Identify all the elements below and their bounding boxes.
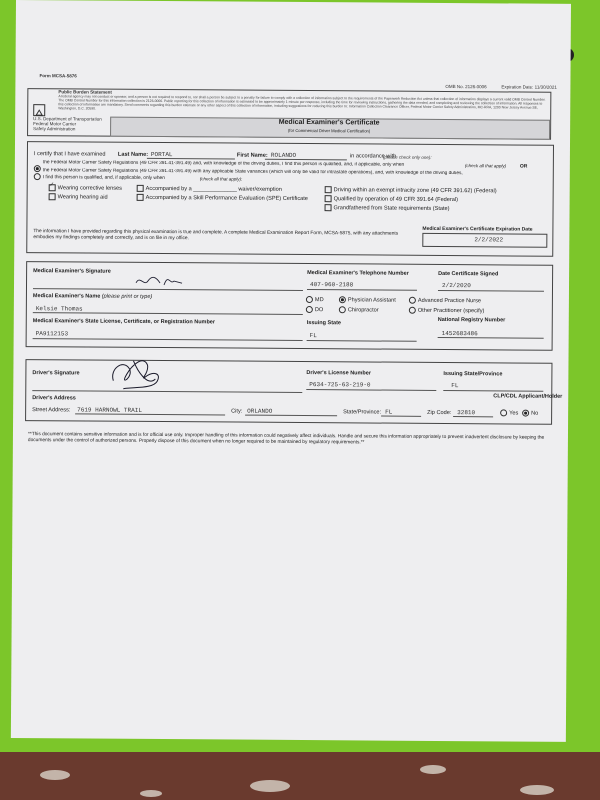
street-label: Street Address: xyxy=(32,407,71,414)
type-radio[interactable] xyxy=(306,296,313,303)
condition-checkbox[interactable] xyxy=(49,184,56,191)
check-one-hint: (please check only one): xyxy=(382,154,432,160)
zip-value[interactable]: 32810 xyxy=(457,409,476,417)
driver-issuing-value[interactable]: FL xyxy=(451,382,459,390)
floor-speck xyxy=(40,770,70,780)
cert-expiration-label: Medical Examiner's Certificate Expiration Date xyxy=(422,225,533,233)
option2-radio[interactable] xyxy=(34,168,43,186)
last-name-value[interactable]: PORTAL xyxy=(150,150,173,159)
condition-intracity[interactable]: Driving within an exempt intracity zone (49 CFR 391.62) (Federal) xyxy=(325,186,497,195)
expiration-date: Expiration Date: 11/30/2021 xyxy=(501,84,557,90)
agency-line-2: Federal Motor Carrier xyxy=(33,121,77,127)
option2-line2: I find this person is qualified, and, if applicable, only when xyxy=(42,175,165,182)
option1-tail: (check all that apply) xyxy=(464,163,507,169)
license-value[interactable]: PA9112153 xyxy=(35,330,69,338)
condition-corrective-lenses[interactable]: ✓Wearing corrective lenses xyxy=(49,184,122,192)
issuing-state-label: Issuing State xyxy=(306,320,342,327)
examiner-signature-label: Medical Examiner's Signature xyxy=(33,268,111,275)
agency-line-3: Safety Administration xyxy=(33,126,76,132)
driver-address-label: Driver's Address xyxy=(32,395,76,402)
option1-or: OR xyxy=(519,163,528,170)
driver-license-label: Driver's License Number xyxy=(306,370,372,377)
floor-speck xyxy=(250,780,290,792)
examiner-phone-label: Medical Examiner's Telephone Number xyxy=(307,270,409,277)
condition-waiver[interactable]: Accompanied by a ______________ waiver/exemption xyxy=(137,185,282,194)
type-radio[interactable] xyxy=(306,306,313,313)
driver-signature[interactable] xyxy=(103,351,173,393)
condition-checkbox[interactable] xyxy=(325,195,332,202)
type-radio[interactable] xyxy=(409,297,416,304)
clp-no-radio[interactable] xyxy=(522,410,529,417)
zip-label: Zip Code: xyxy=(427,409,452,417)
dot-logo-icon xyxy=(33,104,45,116)
condition-checkbox[interactable] xyxy=(49,193,56,200)
floor-speck xyxy=(140,790,162,797)
burden-title: Public Burden Statement xyxy=(58,89,112,95)
clp-yes-radio[interactable] xyxy=(500,409,507,416)
condition-hearing-aid[interactable]: Wearing hearing aid xyxy=(49,193,108,201)
form-subtitle: (for Commercial Driver Medical Certification) xyxy=(287,127,371,134)
floor-speck xyxy=(420,765,446,774)
condition-391-64[interactable]: Qualified by operation of 49 CFR 391.64 (Federal) xyxy=(325,195,458,204)
type-md[interactable]: MD xyxy=(306,296,324,304)
type-do[interactable]: DO xyxy=(306,306,323,314)
accordance-text: in accordance with xyxy=(349,153,397,160)
footer-note: **This document contains sensitive information and is for official use only. Improper handling of this information could negatively affect individuals. Handle and secure this information appropriately to prevent inadvertent disclosure by keeping the documents under the control of authorized persons. Properly dispose of this document when no longer required to be maintained by regulatory requirements.** xyxy=(27,432,545,446)
registry-value[interactable]: 1452683486 xyxy=(441,329,478,338)
condition-checkbox[interactable] xyxy=(137,185,144,192)
type-chiropractor[interactable]: Chiropractor xyxy=(339,306,379,314)
driver-signature-label: Driver's Signature xyxy=(32,370,80,377)
certificate-paper xyxy=(11,0,571,742)
condition-checkbox[interactable] xyxy=(137,194,144,201)
examiner-phone-value[interactable]: 407-960-2188 xyxy=(309,281,354,289)
form-title: Medical Examiner's Certificate xyxy=(278,118,380,127)
clp-yes[interactable]: Yes xyxy=(500,409,518,417)
first-name-value[interactable]: ROLANDO xyxy=(270,151,297,159)
clp-label: CLP/CDL Applicant/Holder xyxy=(493,393,563,400)
type-advanced-practice-nurse[interactable]: Advanced Practice Nurse xyxy=(409,297,481,305)
examiner-name-label: Medical Examiner's Name (please print or type) xyxy=(32,293,153,300)
city-value[interactable]: ORLANDO xyxy=(247,407,273,415)
last-name-label: Last Name: xyxy=(117,151,149,158)
date-signed-value[interactable]: 2/2/2020 xyxy=(441,281,471,290)
state-value[interactable]: FL xyxy=(385,408,393,416)
agency-line-1: U.S. Department of Transportation xyxy=(33,116,102,122)
type-physician-assistant[interactable]: Physician Assistant xyxy=(339,296,396,304)
cert-expiration-value[interactable]: 2/2/2022 xyxy=(474,236,504,244)
first-name-label: First Name: xyxy=(236,152,268,159)
license-label: Medical Examiner's State License, Certificate, or Registration Number xyxy=(32,318,216,326)
issuing-state-value[interactable]: FL xyxy=(309,332,317,340)
type-radio[interactable] xyxy=(339,296,346,303)
condition-spe[interactable]: Accompanied by a Skill Performance Evaluation (SPE) Certificate xyxy=(137,194,308,203)
certify-intro: I certify that I have examined xyxy=(33,151,106,158)
omb-number: OMB No. 2126-0006 xyxy=(445,83,487,90)
type-radio[interactable] xyxy=(409,307,416,314)
driver-issuing-label: Issuing State/Province xyxy=(443,370,503,378)
registry-label: National Registry Number xyxy=(437,316,506,324)
street-value[interactable]: 7619 HARNOWL TRAIL xyxy=(77,406,142,414)
examiner-signature[interactable] xyxy=(134,271,194,291)
examiner-name-value[interactable]: Kelsie Thomas xyxy=(35,305,83,313)
option2-radio-dot[interactable] xyxy=(34,173,41,180)
form-number: Form MCSA-5876 xyxy=(39,73,77,79)
date-signed-label: Date Certificate Signed xyxy=(438,270,499,278)
burden-text: A federal agency may not conduct or sponsor, and a person is not required to respond to, nor shall a person be subject to a penalty for failure to comply with a collection of information subject to the requirements of the Paperwork Reduction Act unless that collection of information displays a current valid OMB Control Number. The OMB Control Number for this information collection is 2126-0006. Public reporting for this collection of information is estimated to be approximately 1 minute per response, including the time for reviewing instructions, gathering the data needed, and completing and reviewing the collection of information. All responses to this collection of information are mandatory. Send comments regarding this burden estimate or any other aspect of this collection of information, including suggestions for reducing this burden to: Information Collection Clearance Officer, Federal Motor Carrier Safety Administration, MC-RRA, 1200 New Jersey Avenue SE, Washington, D.C. 20590. xyxy=(58,94,546,111)
type-radio[interactable] xyxy=(339,306,346,313)
city-label: City: xyxy=(231,408,243,415)
option1-text: the Federal Motor Carrier Safety Regulations (49 CFR 391.41-391.49) and, with knowledge of the driving duties, I find this person is qualified, and, if applicable, only when xyxy=(42,160,405,168)
clp-no[interactable]: No xyxy=(522,410,538,418)
driver-license-value[interactable]: P634-725-63-219-0 xyxy=(309,381,371,389)
option2-text: the Federal Motor Carrier Safety Regulations (49 CFR 391.41-391.49) with any applicable State variances (which will only be valid for intrastate operations), and, with knowledge of the driving duties, xyxy=(42,168,463,177)
state-label: State/Province: xyxy=(343,409,382,416)
condition-grandfathered[interactable]: Grandfathered from State requirements (State) xyxy=(325,204,450,213)
info-statement: The information I have provided regarding this physical examination is true and complete. A complete Medical Examination Report Form, MCSA-5875, with any attachments embodies my findings completely and correctly, and is on file in my office. xyxy=(33,229,399,242)
type-other-practitioner[interactable]: Other Practitioner (specify) xyxy=(409,307,485,316)
floor-speck xyxy=(520,785,554,795)
condition-checkbox[interactable] xyxy=(325,186,332,193)
option2-tail: (check all that apply): xyxy=(199,176,243,182)
condition-checkbox[interactable] xyxy=(325,204,332,211)
